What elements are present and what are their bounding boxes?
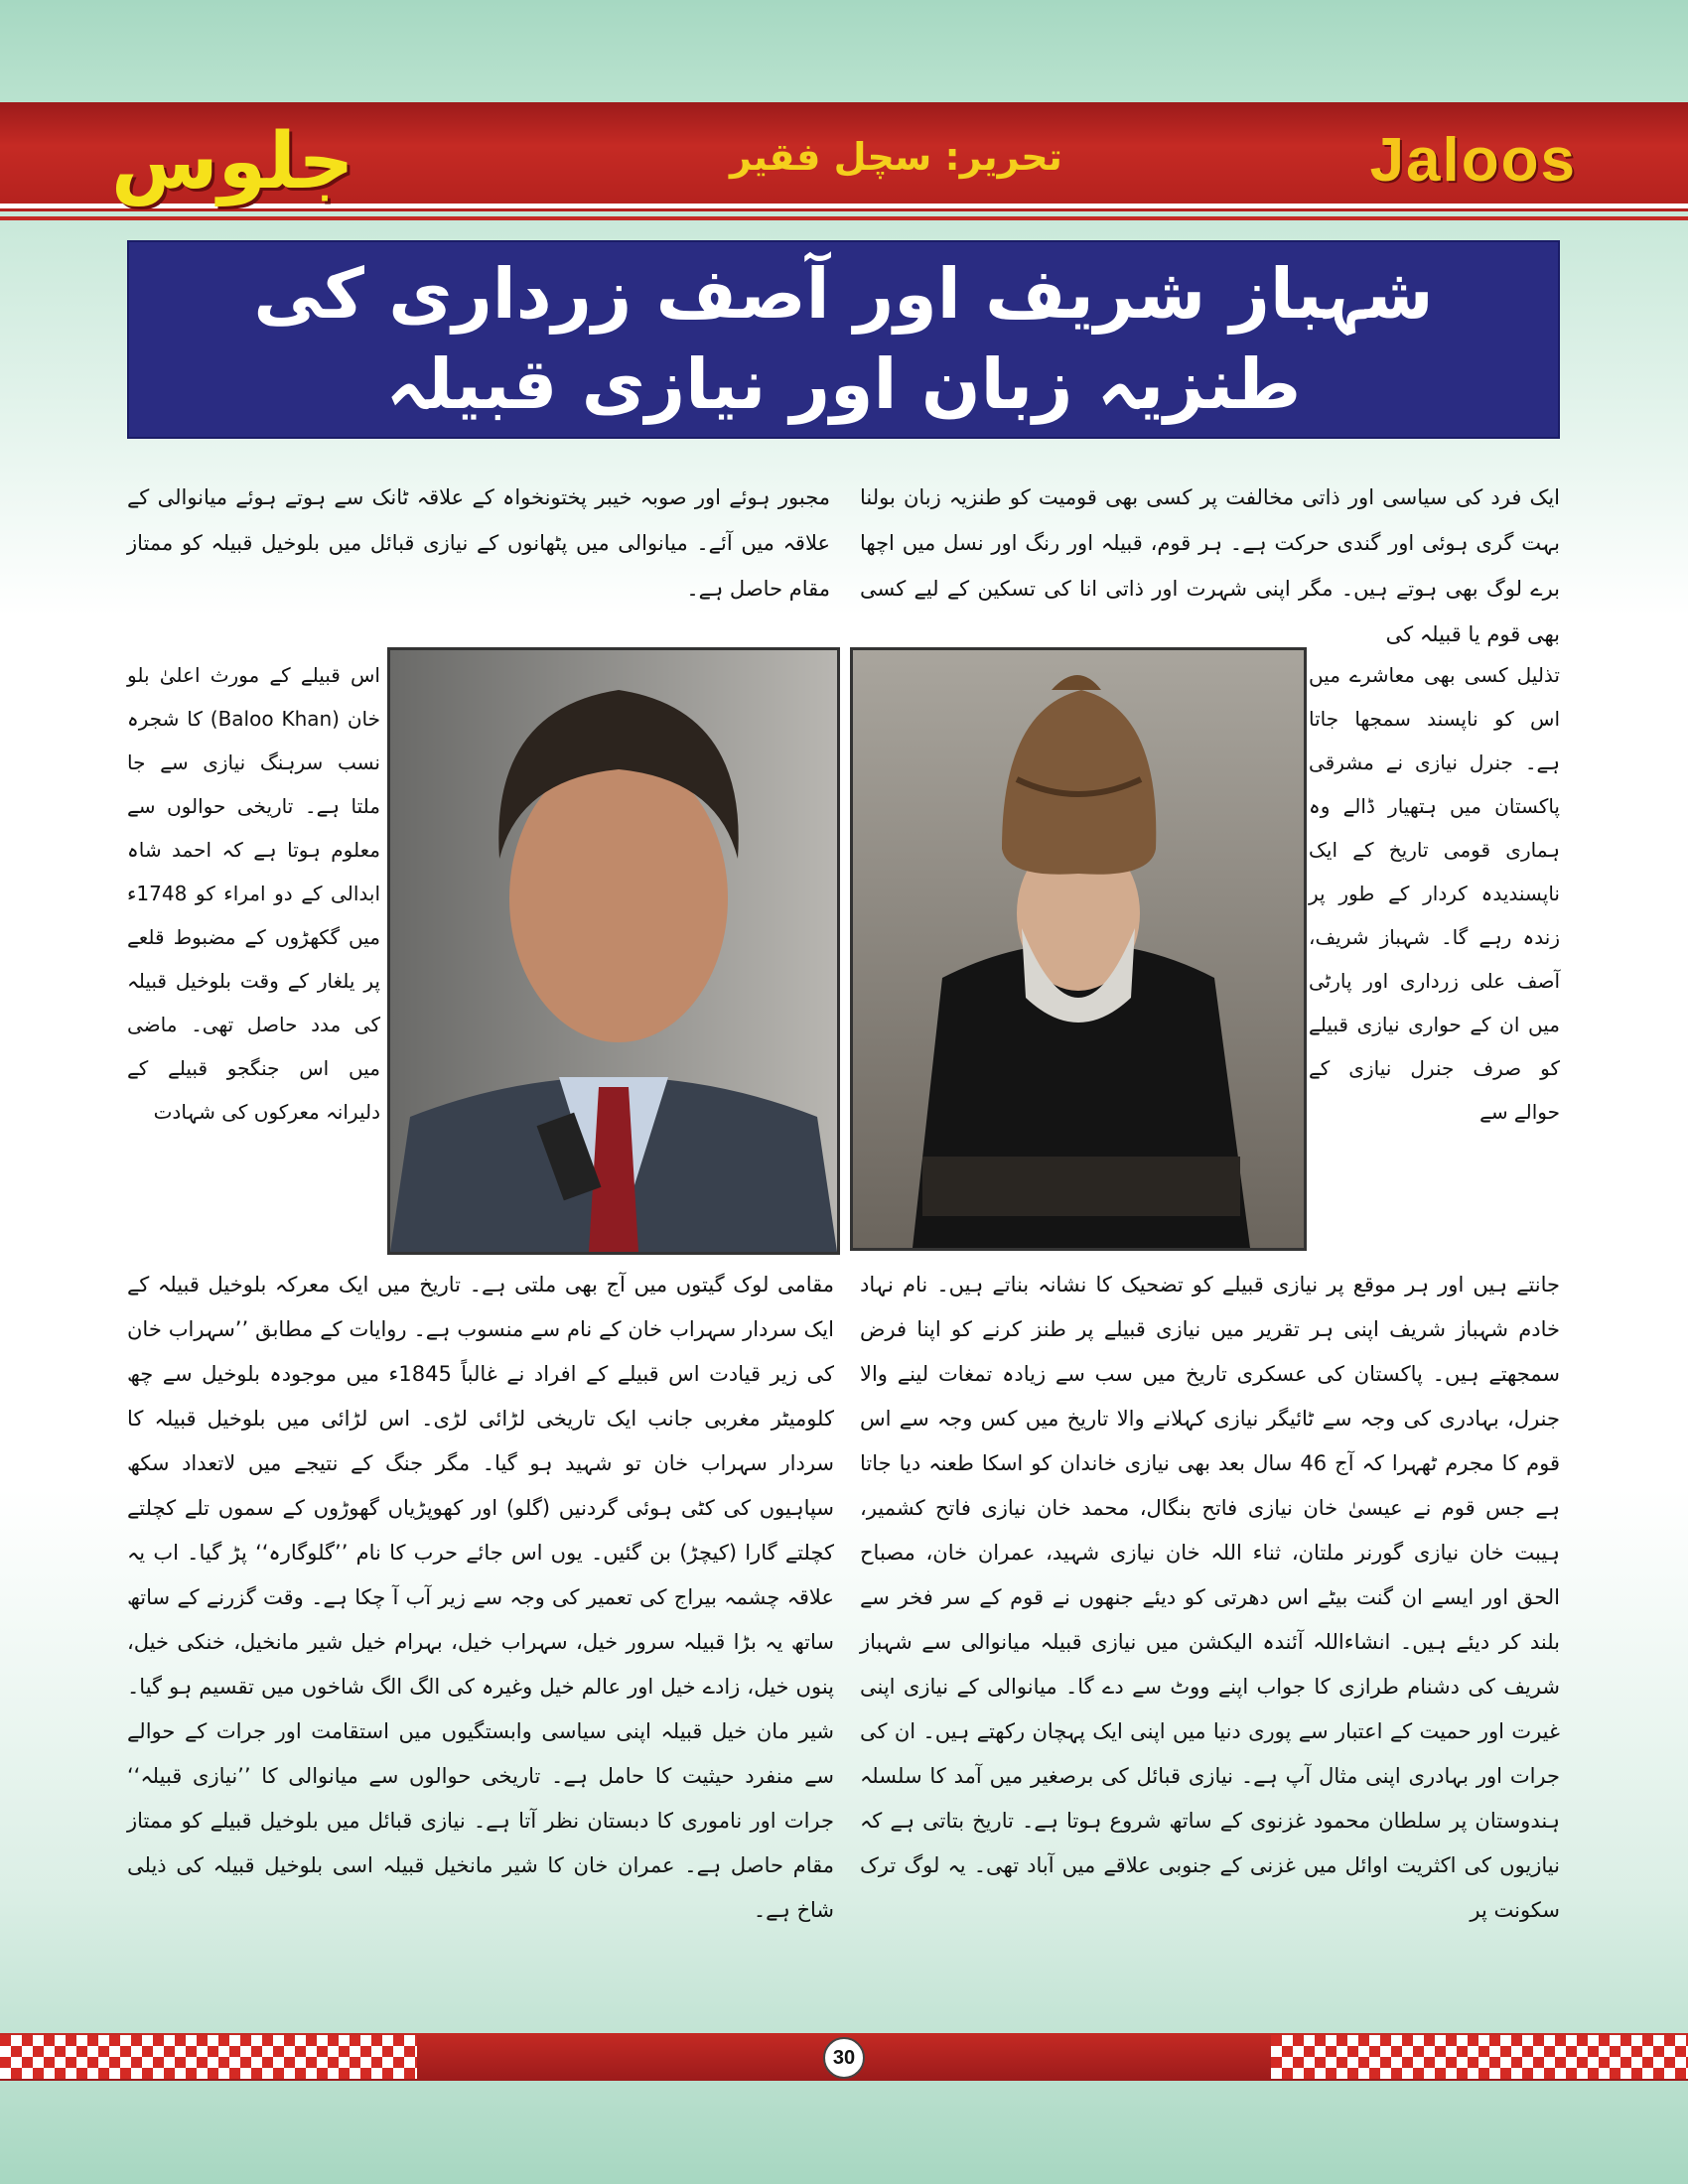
article-title: شہباز شریف اور آصف زرداری کی طنزیہ زبان اور نیازی قبیلہ	[253, 253, 1434, 425]
column-right-bottom	[860, 1263, 1560, 1933]
paragraph: تذلیل کسی بھی معاشرے میں اس کو ناپسند سمجھا جاتا ہے۔ جنرل نیازی نے مشرقی پاکستان میں ہتھیار ڈالے وہ ہماری قومی تاریخ کے ایک ناپسندیدہ کردار کے طور پر زندہ رہے گا۔ شہباز شریف، آصف علی زرداری اور پارٹی میں ان کے حواری نیازی قبیلے کو صرف جنرل نیازی کے حوالے سے	[1309, 663, 1560, 1124]
column-right-top	[860, 475, 1560, 657]
author-byline: تحریر: سچل فقیر	[730, 135, 1062, 179]
paragraph: جانتے ہیں اور ہر موقع پر نیازی قبیلے کو تضحیک کا نشانہ بناتے ہیں۔ نام نہاد خادم شہباز شریف اپنی ہر تقریر میں نیازی قبیلے پر طنز کرنے کو اپنا فرض سمجھتے ہیں۔ پاکستان کی عسکری تاریخ میں سب سے زیادہ تمغات لینے والا جنرل، بہادری کی وجہ سے ٹائیگر نیازی کہلانے والا تاریخ میں کس وجہ سے اس قوم کا مجرم ٹھہرا کہ آج 46 سال بعد بھی نیازی خاندان کو اسکا طعنہ دیا جاتا ہے جس قوم نے عیسیٰ خان نیازی فاتح بنگال، محمد خان نیازی فاتح کشمیر، ہیبت خان نیازی گورنر ملتان، ثناء اللہ خان نیازی شہید، عمران خان، مصباح الحق اور ایسے ان گنت بیٹے اس دھرتی کو دیئے جنھوں نے قوم کے سر فخر سے بلند کر دیئے ہیں۔ انشاءاللہ آئندہ الیکشن میں نیازی قبیلہ میانوالی سے شہباز شریف کی دشنام طرازی کا جواب اپنے ووٹ سے دے گا۔ میانوالی کے نیازی اپنی غیرت اور حمیت کے اعتبار سے پوری دنیا میں اپنی ایک پہچان رکھتے ہیں۔ ان کی جرات اور بہادری اپنی مثال آپ ہے۔ نیازی قبائل کی برصغیر میں آمد کا سلسلہ ہندوستان پر سلطان محمود غزنوی کے ساتھ شروع ہوتا ہے۔ تاریخ بتاتی ہے کہ نیازیوں کی اکثریت اوائل میں غزنی کے جنوبی علاقے میں آباد تھی۔ یہ لوگ ترک سکونت پر	[860, 1273, 1560, 1922]
page-number: 30	[823, 2037, 865, 2079]
paragraph: مجبور ہوئے اور صوبہ خیبر پختونخواہ کے علاقہ ٹانک سے ہوتے ہوئے میانوالی کے علاقہ میں آئے۔ میانوالی میں پٹھانوں کے نیازی قبائل میں بلوخیل قبیلہ کو ممتاز مقام حاصل ہے۔	[127, 485, 830, 601]
paragraph: اس قبیلے کے مورث اعلیٰ بلو خان (Baloo Khan) کا شجرہ نسب سرہنگ نیازی سے جا ملتا ہے۔ تاریخی حوالوں سے معلوم ہوتا ہے کہ احمد شاہ ابدالی کے دو امراء کو 1748ء میں گکھڑوں کے مضبوط قلعے پر یلغار کے وقت بلوخیل قبیلہ کی مدد حاصل تھی۔ ماضی میں اس جنگجو قبیلے کے دلیرانہ معرکوں کی شہادت	[127, 663, 380, 1124]
header-stripe-red	[0, 216, 1688, 220]
magazine-logo: جلوس	[111, 117, 354, 206]
column-left-bottom	[127, 1263, 834, 1933]
photo-general-niazi	[850, 647, 1307, 1251]
column-right-narrow	[1309, 653, 1560, 1134]
article-title-box	[127, 240, 1560, 439]
footer-checker-left	[0, 2035, 417, 2079]
magazine-brand: Jaloos	[1369, 126, 1577, 195]
column-left-top	[127, 475, 830, 612]
footer-checker-right	[1271, 2035, 1688, 2079]
photo-imran-khan	[387, 647, 840, 1255]
paragraph: مقامی لوک گیتوں میں آج بھی ملتی ہے۔ تاریخ میں ایک معرکہ بلوخیل قبیلہ کے ایک سردار سہراب خان کے نام سے منسوب ہے۔ روایات کے مطابق ’’سہراب خان کی زیر قیادت اس قبیلے کے افراد نے غالباً 1845ء میں موجودہ بلوخیل سے چھ کلومیٹر مغربی جانب ایک تاریخی لڑائی لڑی۔ اس لڑائی میں بلوخیل قبیلہ کا سردار سہراب خان تو شہید ہو گیا۔ مگر جنگ کے نتیجے میں لاتعداد سکھ سپاہیوں کی کٹی ہوئی گردنیں (گلو) اور کھوپڑیاں گھوڑوں کے سموں تلے کچلتے کچلتے گارا (کیچڑ) بن گئیں۔ یوں اس جائے حرب کا نام ’’گلوگارہ‘‘ پڑ گیا۔ اب یہ علاقہ چشمہ بیراج کی تعمیر کی وجہ سے زیر آب آ چکا ہے۔ وقت گزرنے کے ساتھ ساتھ یہ بڑا قبیلہ سرور خیل، سہراب خیل، بہرام خیل شیر مانخیل، خنکی خیل، پنوں خیل، زادے خیل اور عالم خیل وغیرہ کی الگ الگ شاخوں میں تقسیم ہو گیا۔ شیر مان خیل قبیلہ اپنی سیاسی وابستگیوں میں استقامت اور جرات کے حوالے سے منفرد حیثیت کا حامل ہے۔ تاریخی حوالوں سے میانوالی کا ’’نیازی قبیلہ‘‘ جرات اور ناموری کا دبستان نظر آتا ہے۔ نیازی قبائل میں بلوخیل قبیلے کو ممتاز مقام حاصل ہے۔ عمران خان کا شیر مانخیل قبیلہ اسی بلوخیل قبیلہ کی ذیلی شاخ ہے۔	[127, 1273, 834, 1922]
portrait-image	[390, 650, 837, 1252]
portrait-image	[853, 650, 1304, 1248]
paragraph: ایک فرد کی سیاسی اور ذاتی مخالفت پر کسی بھی قومیت کو طنزیہ زبان بولنا بہت گری ہوئی اور گندی حرکت ہے۔ ہر قوم، قبیلہ اور رنگ اور نسل میں اچھا برے لوگ بھی ہوتے ہیں۔ مگر اپنی شہرت اور ذاتی انا کی تسکین کے لیے کسی بھی قوم یا قبیلہ کی	[860, 485, 1560, 646]
column-left-narrow	[127, 653, 380, 1134]
